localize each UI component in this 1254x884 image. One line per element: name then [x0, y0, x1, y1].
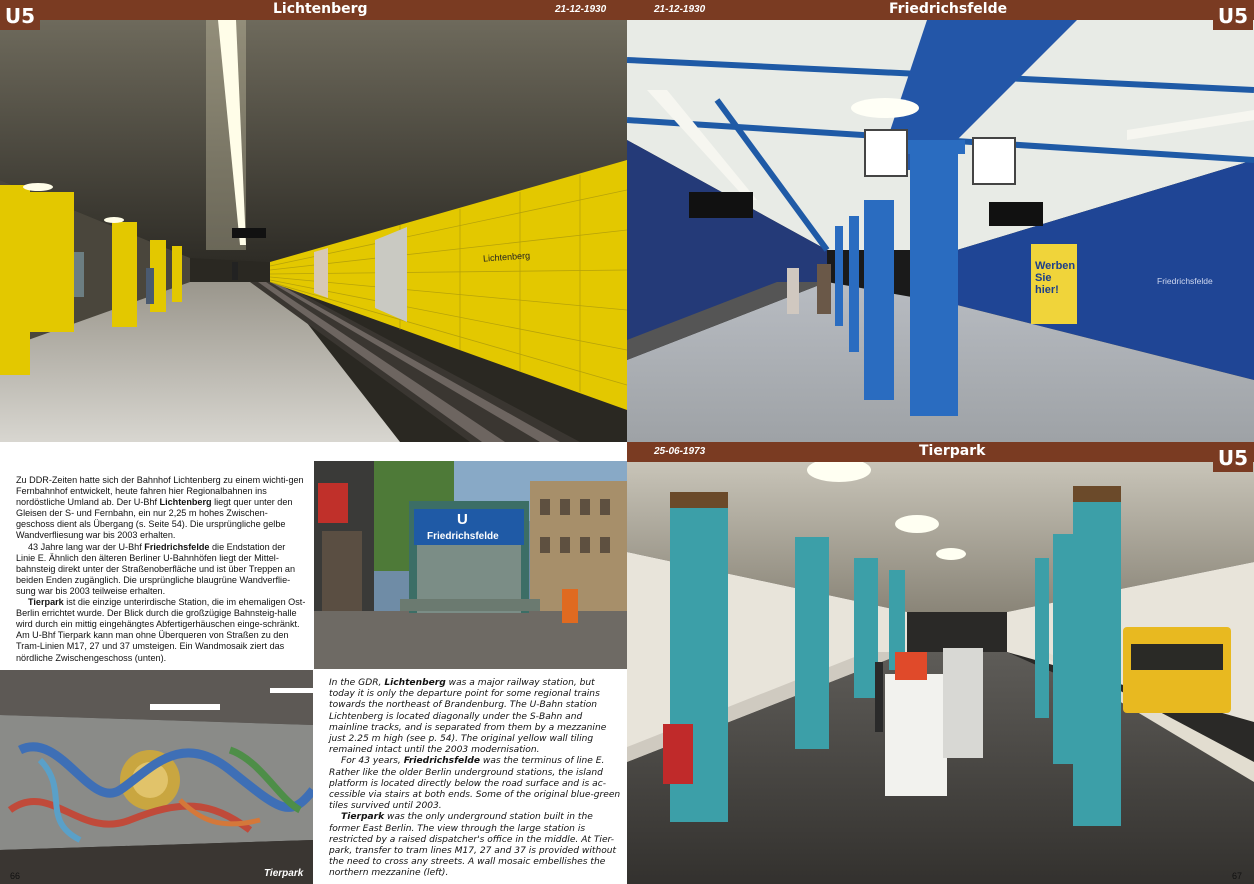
en-paragraph-3: Tierpark was the only underground station built in the former East Berlin. The view through the large station is restricted by a raised dispatcher's office in the middle. At Tier-park, transfer to tram lines M17, 27 and 37 is provided without the need to cross any streets. A wall mosaic embellishes the northern mezzanine (left). — [329, 812, 617, 879]
de-paragraph-2: 43 Jahre lang war der U-Bhf Friedrichsfelde die Endstation der Linie E. Ähnlich den älteren Berliner U-Bahnhöfen liegt der Mittel-bahnsteig direkt unter der Straßenoberfläche und ist über Treppen an beiden Enden zugänglich. Die ursprüngliche blaugrüne Wandverflie-sung war bis 2003 teilweise erhalten. — [16, 541, 296, 596]
de-paragraph-1: Zu DDR-Zeiten hatte sich der Bahnhof Lichtenberg zu einem wichti-gen Fernbahnhof entwickelt, heute fahren hier Regionalbahnen ins nordöstliche Umland ab. Der U-Bhf Lichtenberg liegt quer unter den Gleisen der S- und Fernbahn, ein nur 2,25 m hohes Zwischen-geschoss dient als Übergang (s. Seite 54). Die ursprüngliche gelbe Wandverfliesung war bis 2003 erhalten. — [16, 475, 304, 541]
photo-tierpark-mosaic — [0, 670, 313, 884]
u-bahn-sign-letter: U — [457, 511, 468, 528]
photo-lichtenberg-platform — [0, 20, 627, 442]
station-title-tierpark: Tierpark — [919, 443, 986, 459]
tierpark-illustration — [627, 462, 1254, 884]
opening-date-lichtenberg: 21-12-1930 — [555, 4, 607, 15]
photo-friedrichsfelde-entrance — [314, 461, 627, 669]
opening-date-tierpark: 25-06-1973 — [654, 446, 706, 457]
header-bar-tierpark — [627, 442, 1254, 462]
line-badge-u5-right-top: U5 — [1213, 2, 1253, 30]
line-badge-u5-left: U5 — [0, 2, 40, 30]
wall-sign-friedrichsfelde: Friedrichsfelde — [1157, 276, 1213, 286]
photo-friedrichsfelde-platform — [627, 20, 1254, 442]
lichtenberg-illustration — [0, 20, 627, 442]
en-paragraph-2: For 43 years, Friedrichsfelde was the terminus of line E. Rather like the older Berlin underground stations, the island platform is located directly below the road surface and is ac-cessible via stairs at both ends. Some of the original blue-green tiles survived until 2003. — [329, 756, 621, 812]
friedrichsfelde-illustration — [627, 20, 1254, 442]
page-number-right: 67 — [1232, 871, 1243, 881]
header-bar-friedrichsfelde — [627, 0, 1254, 20]
header-bar-lichtenberg — [0, 0, 627, 20]
en-paragraph-1: In the GDR, Lichtenberg was a major railway station, but today it is only the departure point for some regional trains towards the northeast of Brandenburg. The U-Bahn station Lichtenberg is located diagonally under the S-Bahn and mainline tracks, and is separated from them by a mezzanine just 2.25 m high (see p. 54). The original yellow wall tiling remained intact until the 2003 modernisation. — [329, 678, 607, 756]
page-number-left: 66 — [10, 871, 21, 881]
mosaic-illustration — [0, 670, 313, 884]
opening-date-friedrichsfelde: 21-12-1930 — [654, 4, 706, 15]
station-title-friedrichsfelde: Friedrichsfelde — [889, 1, 1008, 17]
entrance-illustration — [314, 461, 627, 669]
mosaic-caption: Tierpark — [264, 868, 304, 879]
de-paragraph-3: Tierpark ist die einzige unterirdische Station, die im ehemaligen Ost-Berlin errichtet wurde. Der Blick durch die großzügige Bahnsteig-halle wird durch ein mittig eingehängtes Abfertigerhäuschen einge-schränkt. Am U-Bhf Tierpark kann man ohne Überqueren von Straßen zu den Tram-Linien M17, 27 und 37 umsteigen. Ein Wandmosaik ziert das nördliche Zwischengeschoss (unten). — [16, 597, 306, 663]
advert-poster-text: Werben Sie hier! — [1035, 260, 1076, 296]
line-badge-u5-right-bottom: U5 — [1213, 444, 1253, 472]
station-title-lichtenberg: Lichtenberg — [273, 1, 368, 17]
description-german — [16, 475, 306, 664]
wall-sign-lichtenberg: Lichtenberg — [482, 250, 531, 264]
description-english — [329, 678, 621, 880]
photo-tierpark-platform — [627, 462, 1254, 884]
u-bahn-sign-station: Friedrichsfelde — [427, 531, 499, 542]
